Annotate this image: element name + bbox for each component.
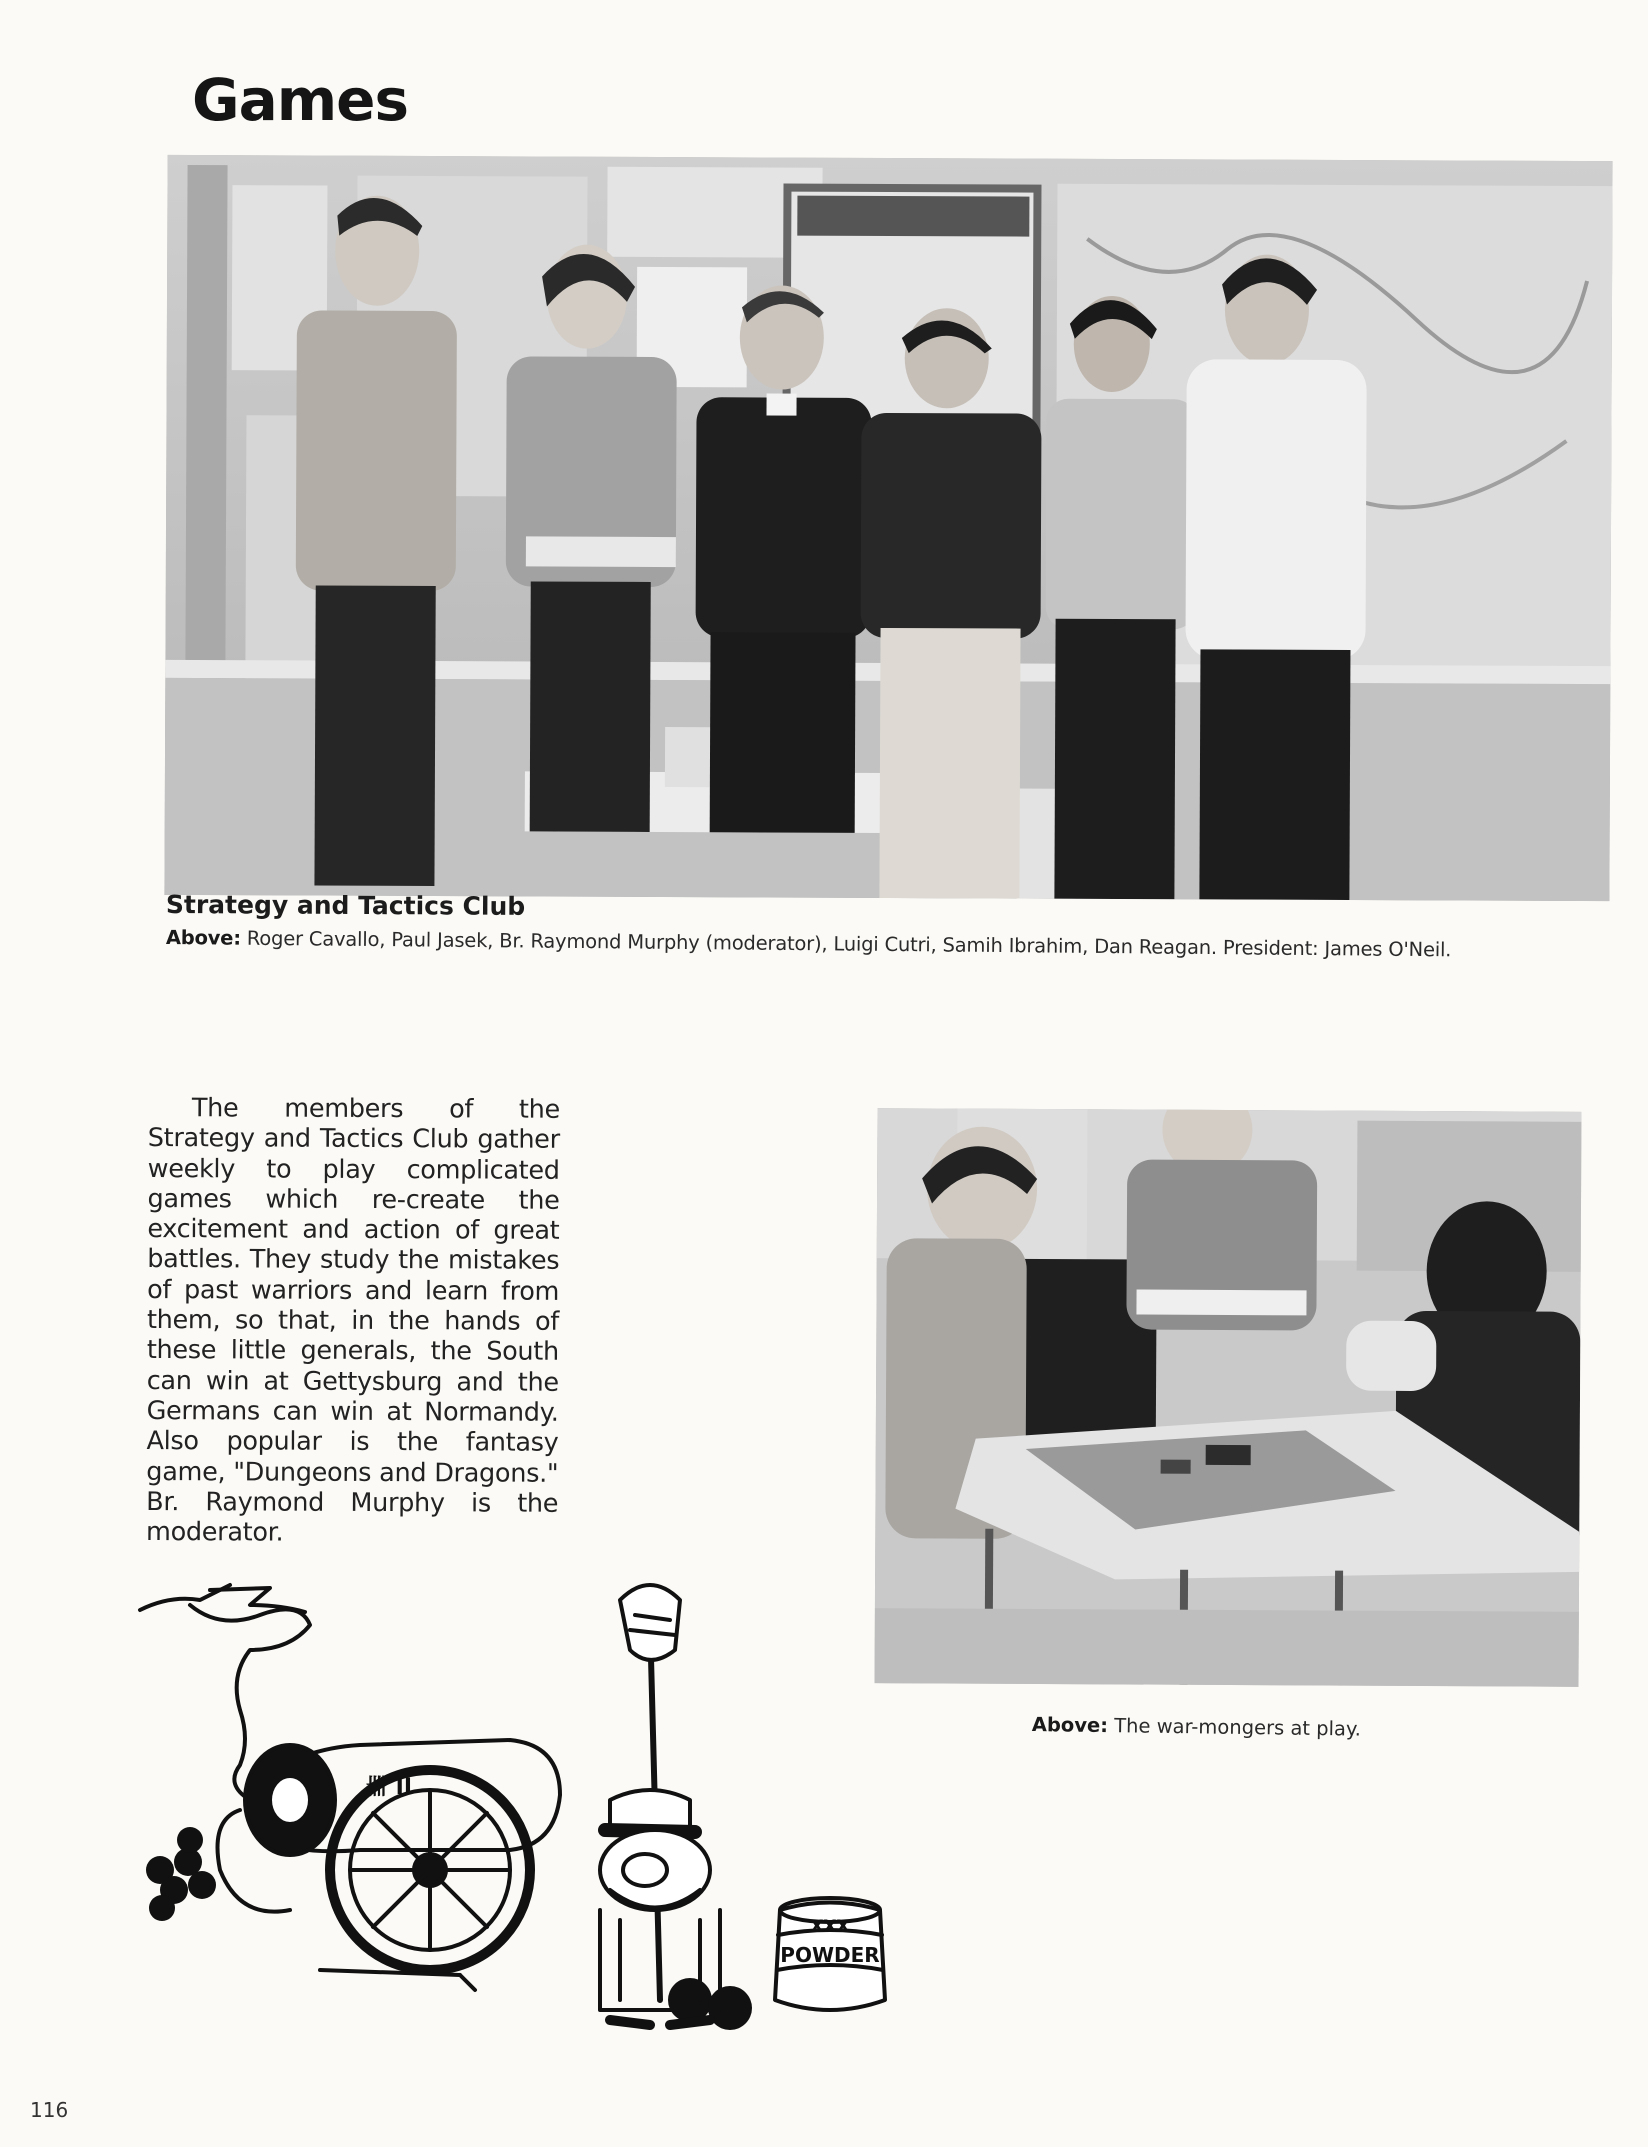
page-number: 116 bbox=[30, 2098, 69, 2122]
caption-text: The war-mongers at play. bbox=[1114, 1714, 1362, 1741]
club-photo-caption bbox=[166, 926, 1452, 961]
play-photo-caption bbox=[1032, 1713, 1361, 1741]
cannon-tally-mark: 卌 II bbox=[366, 1775, 413, 1800]
article-body: The members of the Strategy and Tactics Club gather weekly to play complicated games which re-create the excitement and action of great battles. They study the mistakes of past warriors and learn from them, so that, in the hands of these little generals, the South can win at Gettysburg and the Germans can win at Normandy. Also popular is the fantasy game, "Dungeons and Dragons." Br. Raymond Murphy is the moderator. bbox=[146, 1093, 560, 1548]
caption-names: Roger Cavallo, Paul Jasek, Br. Raymond Murphy (moderator), Luigi Cutri, Samih Ibrahim, Dan Reagan. President: James O'Neil. bbox=[246, 926, 1452, 962]
powder-keg-icon bbox=[775, 1898, 885, 2010]
caption-prefix: Above: bbox=[165, 926, 241, 950]
barrel-mark: XXX bbox=[810, 1917, 850, 1937]
club-photo-caption-title: Strategy and Tactics Club bbox=[165, 890, 526, 921]
cannon-cartoon-illustration bbox=[130, 1580, 930, 2040]
barrel-label: POWDER bbox=[780, 1943, 880, 1967]
page-title: Games bbox=[192, 66, 409, 134]
caption-prefix: Above: bbox=[1031, 1713, 1109, 1738]
game-play-photo bbox=[874, 1108, 1581, 1687]
club-group-photo bbox=[164, 155, 1612, 901]
